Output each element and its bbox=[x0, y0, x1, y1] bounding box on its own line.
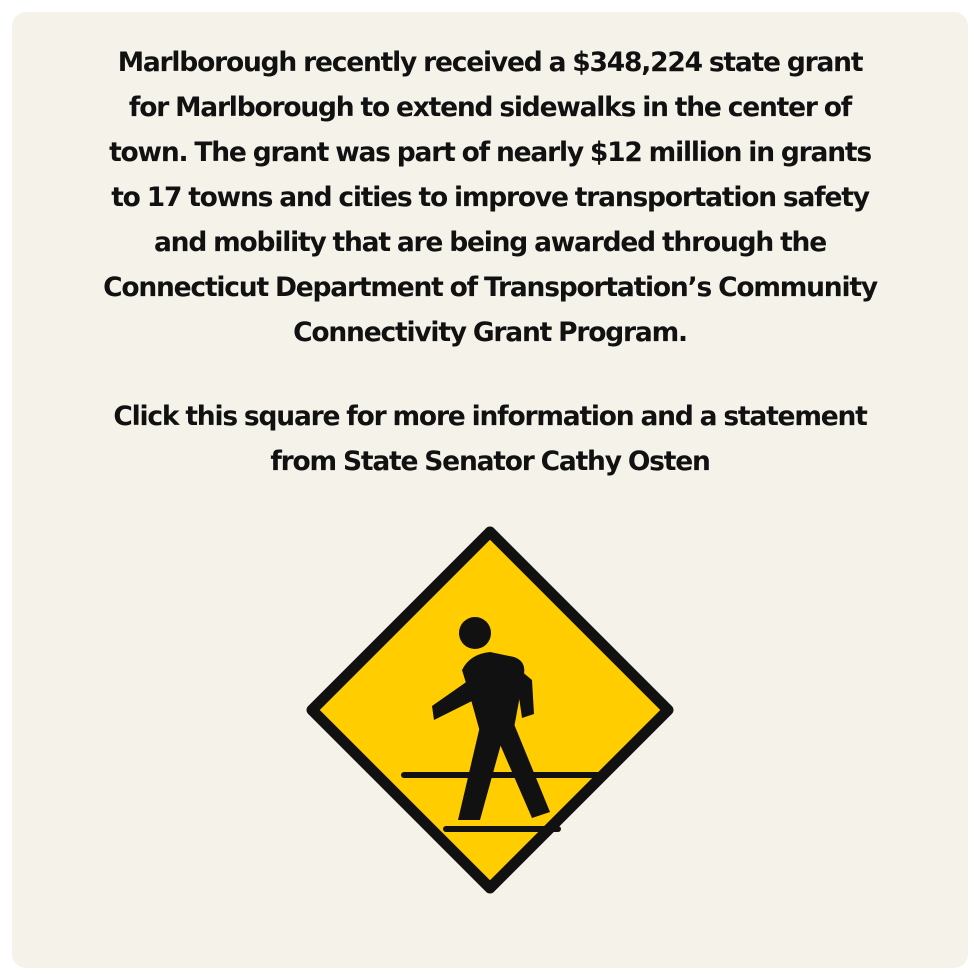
announcement-line: and mobility that are being awarded through the bbox=[154, 227, 826, 258]
announcement-line: Marlborough recently received a $348,224 state grant bbox=[117, 47, 863, 78]
announcement-line: Connecticut Department of Transportation’s Community bbox=[103, 272, 877, 303]
announcement-line: town. The grant was part of nearly $12 million in grants bbox=[109, 137, 871, 168]
announcement-line: for Marlborough to extend sidewalks in the center of bbox=[128, 92, 852, 123]
pedestrian-crossing-icon bbox=[300, 520, 680, 900]
call-to-action-paragraph bbox=[12, 394, 968, 484]
pedestrian-head bbox=[459, 617, 491, 649]
announcement-line: Connectivity Grant Program. bbox=[293, 317, 687, 348]
grant-announcement-paragraph bbox=[12, 40, 968, 355]
info-square-card[interactable] bbox=[12, 12, 968, 968]
cta-line: from State Senator Cathy Osten bbox=[270, 446, 710, 477]
cta-line: Click this square for more information and a statement bbox=[113, 401, 867, 432]
announcement-line: to 17 towns and cities to improve transportation safety bbox=[111, 182, 869, 213]
